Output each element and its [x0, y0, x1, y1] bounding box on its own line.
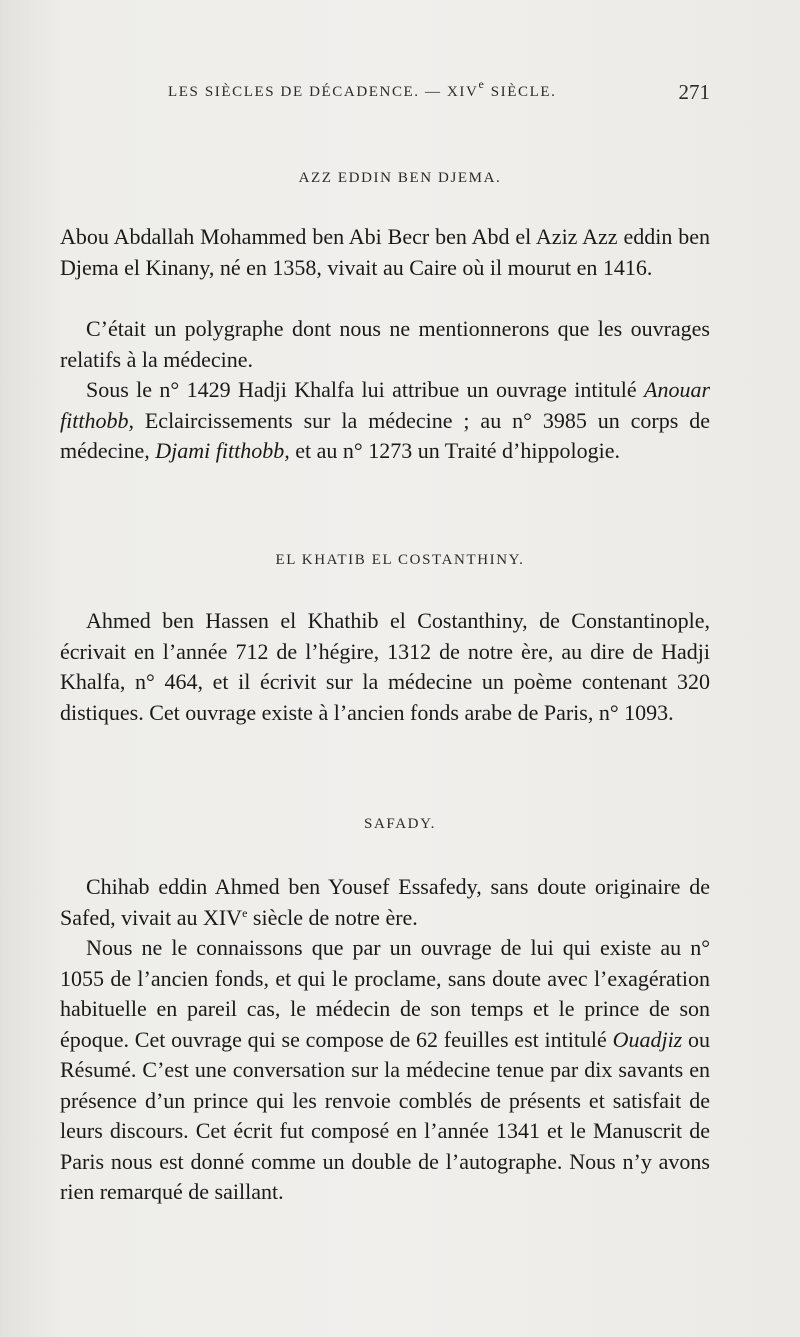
section-title-el-khatib: EL KHATIB EL COSTANTHINY.: [275, 552, 525, 568]
section-title-safady: SAFADY.: [364, 816, 436, 832]
paragraph: Abou Abdallah Mohammed ben Abi Becr ben Abd el Aziz Azz eddin ben Djema el Kinany, né en 1358, vivait au Caire où il mourut en 1416.: [60, 224, 710, 280]
paragraph: C’était un polygraphe dont nous ne mentionnerons que les ouvrages relatifs à la médecine.: [60, 316, 710, 372]
paragraph: Ahmed ben Hassen el Khathib el Costanthiny, de Constantinople, écrivait en l’année 712 de l’hégire, 1312 de notre ère, au dire de Hadji Khalfa, n° 464, et il écrivit sur la médecine un poème contenant 320 distiques. Cet ouvrage existe à l’ancien fonds arabe de Paris, n° 1093.: [60, 608, 710, 725]
paragraph: Chihab eddin Ahmed ben Yousef Essafedy, sans doute originaire de Safed, vivait au XIVe siècle de notre ère.: [60, 874, 710, 930]
section-title-azz-eddin: AZZ EDDIN BEN DJEMA.: [298, 170, 502, 186]
paragraph: Sous le n° 1429 Hadji Khalfa lui attribue un ouvrage intitulé Anouar fitthobb, Eclaircissements sur la médecine ; au n° 3985 un corps de médecine, Djami fitthobb, et au n° 1273 un Traité d’hippologie.: [60, 377, 710, 463]
paragraph: Nous ne le connaissons que par un ouvrage de lui qui existe au n° 1055 de l’ancien fonds, et qui le proclame, sans doute avec l’exagération habituelle en pareil cas, le médecin de son temps et le prince de son époque. Cet ouvrage qui se compose de 62 feuilles est intitulé Ouadjiz ou Résumé. C’est une conversation sur la médecine tenue par dix savants en présence d’un prince qui les renvoie comblés de présents et satisfait de leurs discours. Cet écrit fut composé en l’année 1341 et le Manuscrit de Paris nous est donné comme un double de l’autographe. Nous n’y avons rien remarqué de saillant.: [60, 935, 710, 1204]
running-head: [150, 77, 710, 106]
running-title: LES SIÈCLES DE DÉCADENCE. — XIVe SIÈCLE.: [168, 77, 557, 100]
page-number: 271: [678, 80, 710, 104]
